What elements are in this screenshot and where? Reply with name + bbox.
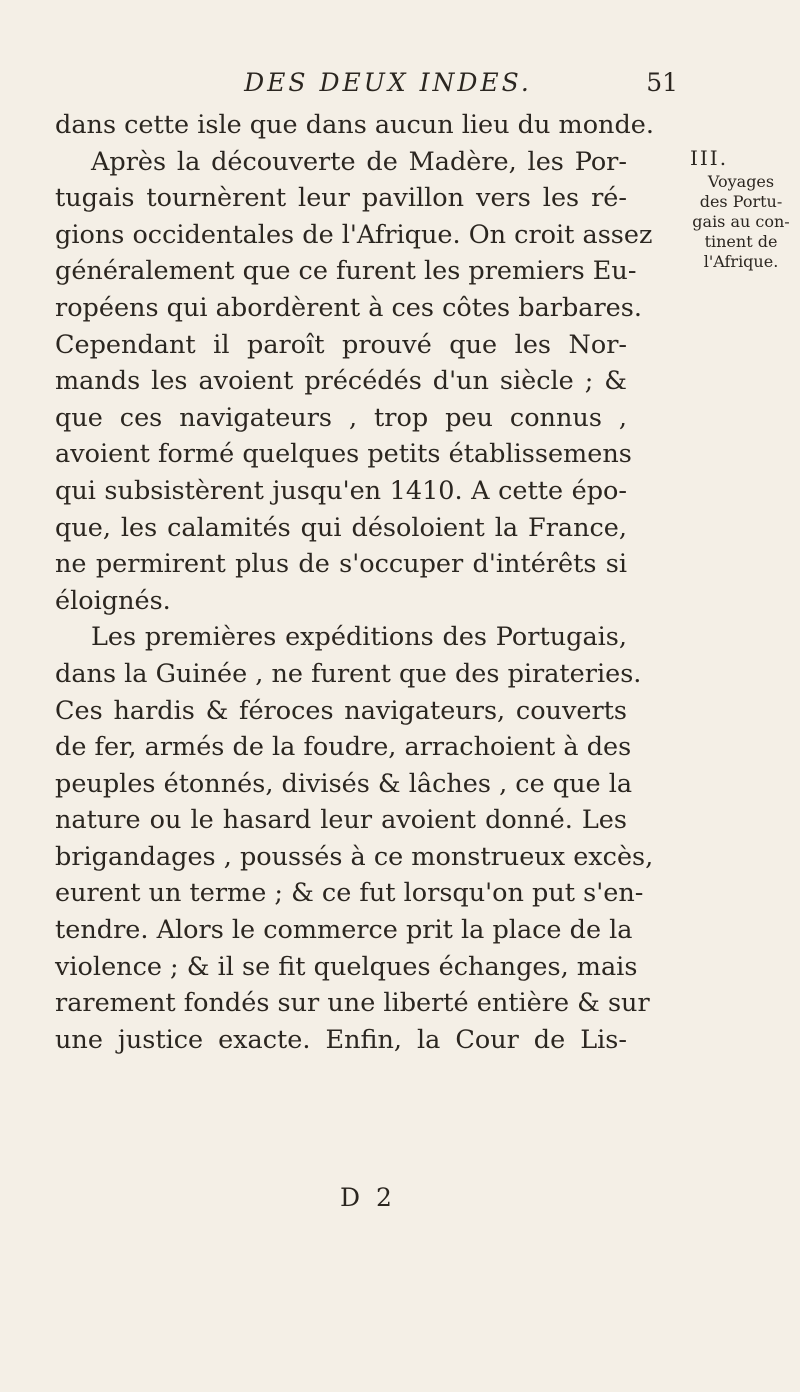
text-line: ropéens qui abordèrent à ces côtes barbares. [55, 292, 642, 323]
text-line: dans cette isle que dans aucun lieu du monde. [55, 110, 655, 140]
page-number: 51 [646, 68, 678, 97]
text-line: une justice exacte. Enfin, la Cour de Lis- [55, 1024, 627, 1055]
text-line: de fer, armés de la foudre, arrachoient à des [55, 732, 632, 763]
text-line: eurent un terme ; & ce fut lorsqu'on put s'en- [55, 878, 644, 909]
text-line: Après la découverte de Madère, les Por- [91, 146, 627, 177]
text-line: violence ; & il se fit quelques échanges, mais [55, 951, 638, 982]
text-line: Les premières expéditions des Portugais, [91, 622, 627, 653]
text-line: tugais tournèrent leur pavillon vers les ré- [55, 183, 627, 214]
text-line: ne permirent plus de s'occuper d'intérêts si [55, 549, 627, 580]
text-line: éloignés. [55, 585, 171, 616]
text-line: tendre. Alors le commerce prit la place de la [55, 915, 633, 946]
text-line: généralement que ce furent les premiers Eu- [55, 256, 637, 287]
margin-note-line: tinent de [704, 232, 778, 251]
main-text [55, 107, 655, 1058]
margin-note-line: l'Afrique. [703, 252, 779, 271]
text-line: nature ou le hasard leur avoient donné. Les [55, 805, 627, 836]
text-line: qui subsistèrent jusqu'en 1410. A cette épo- [55, 475, 627, 506]
text-line: dans la Guinée , ne furent que des pirateries. [55, 658, 642, 689]
margin-note [686, 148, 796, 272]
signature-mark: D 2 [340, 1183, 396, 1212]
margin-note-line: gais au con- [692, 212, 790, 231]
text-line: mands les avoient précédés d'un siècle ; & [55, 366, 627, 397]
text-line: avoient formé quelques petits établissemens [55, 439, 632, 470]
text-line: gions occidentales de l'Afrique. On croit assez [55, 219, 653, 250]
margin-note-line: Voyages [707, 172, 775, 191]
text-line: rarement fondés sur une liberté entière & sur [55, 988, 650, 1019]
text-line: que, les calamités qui désoloient la France, [55, 512, 627, 543]
page-header [128, 68, 688, 108]
running-title: DES DEUX INDES. [244, 68, 532, 97]
margin-note-line: des Portu- [699, 192, 783, 211]
margin-note-number: III. [690, 146, 729, 170]
text-line: Ces hardis & féroces navigateurs, couverts [55, 695, 627, 726]
text-line: brigandages , poussés à ce monstrueux excès, [55, 841, 654, 872]
text-line: que ces navigateurs , trop peu connus , [55, 402, 627, 433]
text-line: peuples étonnés, divisés & lâches , ce que la [55, 768, 633, 799]
text-line: Cependant il paroît prouvé que les Nor- [55, 329, 627, 360]
